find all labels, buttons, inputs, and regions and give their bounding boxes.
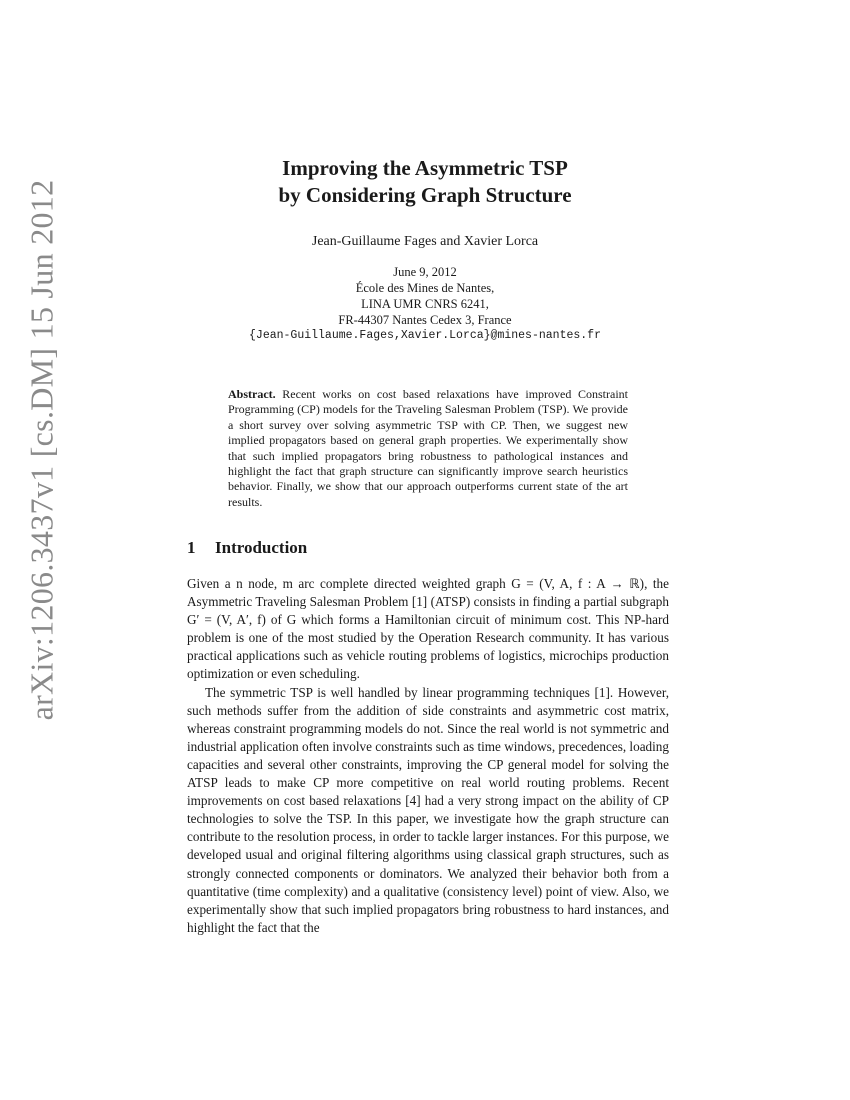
affiliation-school: École des Mines de Nantes, — [355, 281, 495, 295]
paper-authors: Jean-Guillaume Fages and Xavier Lorca — [311, 234, 539, 249]
abstract-label: Abstract. — [228, 387, 276, 401]
paper-date: June 9, 2012 — [393, 265, 457, 279]
section-number: 1 — [187, 538, 196, 557]
section-title: Introduction — [215, 538, 308, 557]
section-heading-introduction — [187, 538, 307, 558]
paragraph-2: The symmetric TSP is well handled by linear programming techniques [1]. However, such methods suffer from the addition of side constraints and asymmetric cost matrix, whereas constraint programming models do not. Since the real world is not symmetric and industrial application often involve constraints such as time windows, precedences, loading capacities and several other constraints, improving the CP general model for solving the ATSP leads to make CP more competitive on real world routing problems. Recent improvements on cost based relaxations [4] had a very strong impact on the ability of CP technologies to solve the TSP. In this paper, we investigate how the graph structure can contribute to the resolution process, in order to tackle larger instances. For this purpose, we developed usual and original filtering algorithms using classical graph structures, such as strongly connected components or dominators. We analyzed their behavior both from a quantitative (time complexity) and a qualitative (consistency level) point of view. Also, we experimentally show that such implied propagators bring robustness to hard instances, and highlight the fact that the — [187, 684, 669, 935]
abstract-text: Recent works on cost based relaxations have improved Constraint Programming (CP) models for the Traveling Salesman Problem (TSP). We provide a short survey over solving asymmetric TSP with CP. Then, we suggest new implied propagators based on general graph properties. We experimentally show that such implied propagators bring robustness to pathological instances and highlight the fact that graph structure can significantly improve search heuristics behavior. Finally, we show that our approach outperforms current state of the art results. — [228, 387, 628, 509]
title-line-2: by Considering Graph Structure — [278, 183, 572, 207]
affiliation-address: FR-44307 Nantes Cedex 3, France — [338, 313, 512, 327]
title-line-1: Improving the Asymmetric TSP — [282, 156, 568, 180]
author-emails: {Jean-Guillaume.Fages,Xavier.Lorca}@mines-nantes.fr — [249, 329, 601, 342]
affiliation-lab: LINA UMR CNRS 6241, — [361, 297, 489, 311]
paper-title — [0, 155, 850, 209]
abstract — [228, 387, 628, 510]
arxiv-identifier-stamp: arXiv:1206.3437v1 [cs.DM] 15 Jun 2012 — [23, 179, 60, 721]
affiliation-block — [0, 264, 850, 344]
paragraph-1: Given a n node, m arc complete directed weighted graph G = (V, A, f : A → ℝ), the Asymmetric Traveling Salesman Problem [1] (ATSP) consists in finding a partial subgraph G′ = (V, A′, f) of G which forms a Hamiltonian circuit of minimum cost. This NP-hard problem is one of the most studied by the Operation Research community. It has various practical applications such as vehicle routing problems of logistics, microchips production optimization or even scheduling. — [187, 576, 669, 682]
introduction-body — [187, 575, 669, 937]
